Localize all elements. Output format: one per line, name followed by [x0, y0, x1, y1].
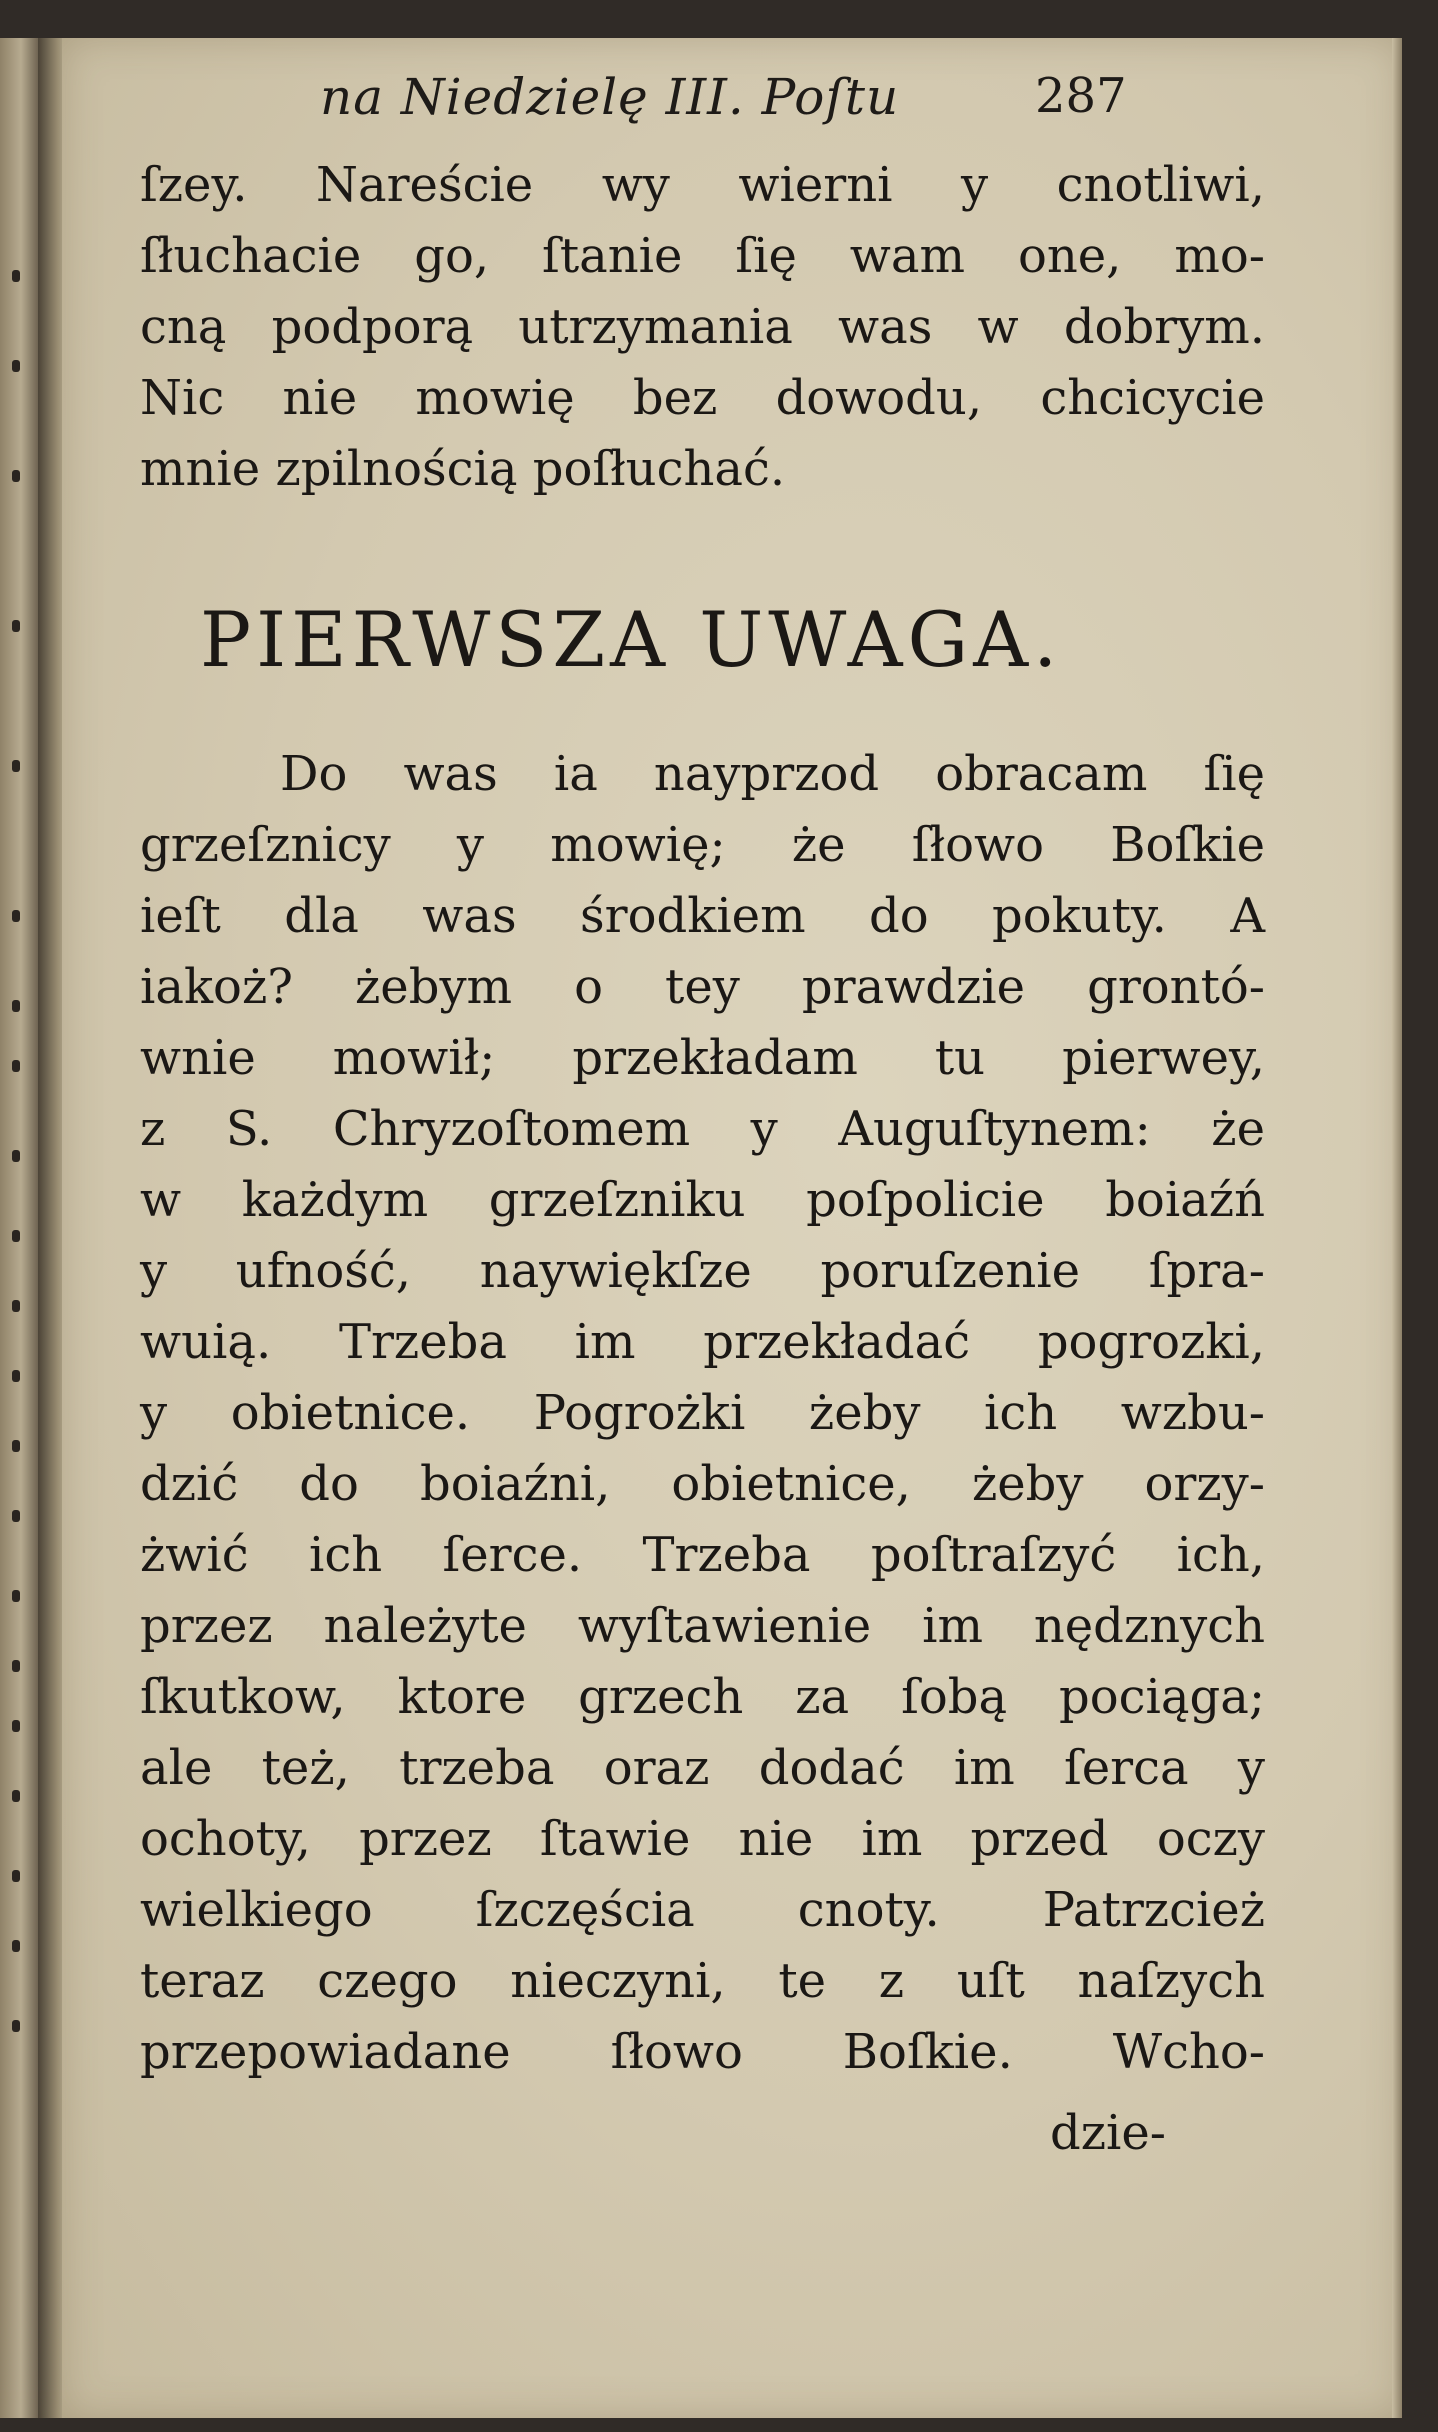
text-line: Do was ia nayprzod obracam ſię — [280, 746, 1265, 802]
text-line: wnie mowił; przekładam tu pierwey, — [140, 1030, 1265, 1086]
text-line: ſzey. Nareście wy wierni y cnotliwi, — [140, 157, 1265, 213]
text-line: przepowiadane ſłowo Boſkie. Wcho- — [140, 2024, 1265, 2080]
text-line: wuią. Trzeba im przekładać pogrozki, — [140, 1314, 1265, 1370]
catchword: dzie- — [1050, 2105, 1166, 2161]
text-line: w każdym grzeſzniku poſpolicie boiaźń — [140, 1172, 1265, 1228]
previous-page-letter-fragments — [4, 0, 34, 2432]
text-line: ieſt dla was środkiem do pokuty. A — [140, 888, 1265, 944]
text-line: dzić do boiaźni, obietnice, żeby orzy- — [140, 1456, 1265, 1512]
text-line: ſkutkow, ktore grzech za ſobą pociąga; — [140, 1669, 1265, 1725]
text-line: y obietnice. Pogrożki żeby ich wzbu- — [140, 1385, 1265, 1441]
running-title: na Niedzielę III. Poſtu — [320, 68, 900, 126]
page-number: 287 — [1035, 68, 1127, 124]
text-line: ale też, trzeba oraz dodać im ſerca y — [140, 1740, 1265, 1796]
text-line: ochoty, przez ſtawie nie im przed oczy — [140, 1811, 1265, 1867]
intro-paragraph — [140, 150, 1265, 505]
text-line: ſłuchacie go, ſtanie ſię wam one, mo- — [140, 228, 1265, 284]
page-right-edge — [1392, 38, 1402, 2418]
body-paragraph — [140, 740, 1265, 2089]
text-line: przez należyte wyſtawienie im nędznych — [140, 1598, 1265, 1654]
text-line: cną podporą utrzymania was w dobrym. — [140, 299, 1265, 355]
text-line: y ufność, naywiękſze poruſzenie ſpra- — [140, 1243, 1265, 1299]
text-line: z S. Chryzoſtomem y Auguſtynem: że — [140, 1101, 1265, 1157]
text-line: Nic nie mowię bez dowodu, chcicycie — [140, 370, 1265, 426]
text-line: żwić ich ſerce. Trzeba poſtraſzyć ich, — [140, 1527, 1265, 1583]
text-line: grzeſznicy y mowię; że ſłowo Boſkie — [140, 817, 1265, 873]
running-head — [320, 68, 1220, 138]
text-line: iakoż? żebym o tey prawdzie grontó- — [140, 959, 1265, 1015]
section-heading: PIERWSZA UWAGA. — [200, 595, 1063, 684]
text-line: mnie zpilnością poſłuchać. — [140, 441, 786, 497]
text-line: wielkiego ſzczęścia cnoty. Patrzcież — [140, 1882, 1265, 1938]
text-line: teraz czego nieczyni, te z uſt naſzych — [140, 1953, 1265, 2009]
